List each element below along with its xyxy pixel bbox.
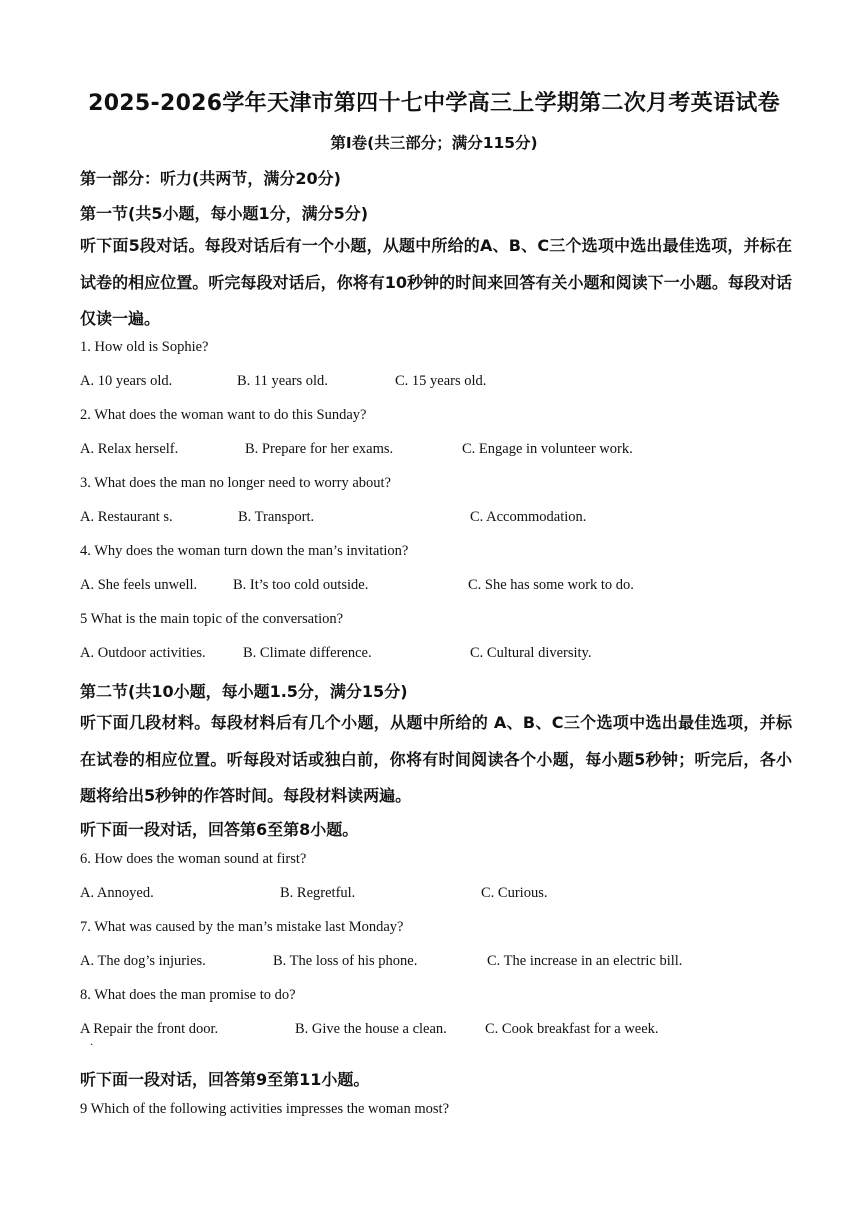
question-stem: 3. What does the man no longer need to worry about? bbox=[80, 475, 391, 491]
option-c: C. Cultural diversity. bbox=[470, 645, 592, 661]
option-c: C. 15 years old. bbox=[395, 373, 487, 389]
option-b: B. 11 years old. bbox=[237, 373, 328, 389]
option-a: A. Annoyed. bbox=[80, 885, 154, 901]
option-a: A. Restaurant s. bbox=[80, 509, 173, 525]
option-b: B. Prepare for her exams. bbox=[245, 441, 394, 457]
section2-instructions: 听下面几段材料。每段材料后有几个小题，从题中所给的 A、B、C三个选项中选出最佳选项，并标在试卷的相应位置。听每段对话或独白前，你将有时间阅读各个小题，每小题5秒钟；听完后，各小题将给出5秒钟的作答时间。每段材料读两遍。 bbox=[80, 713, 792, 805]
section1-instructions: 听下面5段对话。每段对话后有一个小题，从题中所给的A、B、C三个选项中选出最佳选项，并标在试卷的相应位置。听完每段对话后，你将有10秒钟的时间来回答有关小题和阅读下一小题。每段对话仅读一遍。 bbox=[80, 236, 792, 328]
section1-heading: 第一节(共5小题，每小题1分，满分5分) bbox=[80, 204, 369, 223]
stray-dot-mark: · bbox=[90, 1040, 94, 1051]
group-heading: 听下面一段对话，回答第9至第11小题。 bbox=[80, 1070, 370, 1089]
question-stem: 2. What does the woman want to do this Sunday? bbox=[80, 407, 367, 423]
question-stem: 1. How old is Sophie? bbox=[80, 339, 209, 355]
question-stem: 6. How does the woman sound at first? bbox=[80, 851, 307, 867]
page-subtitle: 第Ⅰ卷(共三部分；满分115分) bbox=[330, 134, 538, 152]
option-c: C. She has some work to do. bbox=[468, 577, 634, 593]
option-b: B. Transport. bbox=[238, 509, 315, 525]
option-a: A. The dog’s injuries. bbox=[80, 953, 206, 969]
option-c: C. Engage in volunteer work. bbox=[462, 441, 633, 457]
option-b: B. It’s too cold outside. bbox=[233, 577, 369, 593]
option-a: A. She feels unwell. bbox=[80, 577, 198, 593]
option-b: B. Give the house a clean. bbox=[295, 1021, 447, 1037]
option-b: B. Regretful. bbox=[280, 885, 356, 901]
question-stem: 5 What is the main topic of the conversation? bbox=[80, 611, 344, 627]
part1-heading: 第一部分：听力(共两节，满分20分) bbox=[80, 169, 341, 188]
option-b: B. The loss of his phone. bbox=[273, 953, 418, 969]
page-title: 2025-2026学年天津市第四十七中学高三上学期第二次月考英语试卷 bbox=[88, 91, 780, 116]
question-stem: 7. What was caused by the man’s mistake last Monday? bbox=[80, 919, 404, 935]
section2-heading: 第二节(共10小题，每小题1.5分，满分15分) bbox=[80, 682, 408, 701]
option-c: C. Curious. bbox=[481, 885, 548, 901]
option-a: A Repair the front door. bbox=[80, 1021, 219, 1037]
option-a: A. Outdoor activities. bbox=[80, 645, 206, 661]
option-c: C. Cook breakfast for a week. bbox=[485, 1021, 659, 1037]
option-c: C. Accommodation. bbox=[470, 509, 587, 525]
question-stem: 8. What does the man promise to do? bbox=[80, 987, 296, 1003]
option-b: B. Climate difference. bbox=[243, 645, 372, 661]
option-a: A. 10 years old. bbox=[80, 373, 173, 389]
option-c: C. The increase in an electric bill. bbox=[487, 953, 683, 969]
question-stem: 9 Which of the following activities impresses the woman most? bbox=[80, 1101, 450, 1117]
option-a: A. Relax herself. bbox=[80, 441, 179, 457]
question-stem: 4. Why does the woman turn down the man’s invitation? bbox=[80, 543, 409, 559]
group-heading: 听下面一段对话，回答第6至第8小题。 bbox=[80, 820, 359, 839]
